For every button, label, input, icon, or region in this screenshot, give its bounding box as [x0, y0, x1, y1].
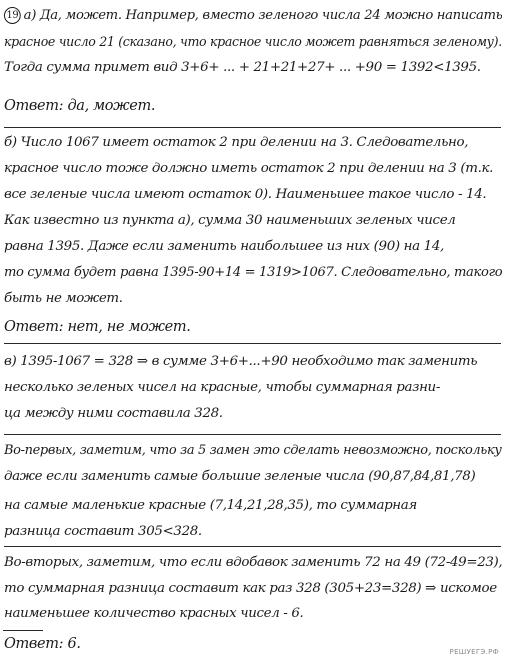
- line-5: б) Число 1067 имеет остаток 2 при делении на 3. Следовательно,: [4, 135, 469, 150]
- line-16: Во-первых, заметим, что за 5 замен это сделать невозможно, поскольку: [4, 443, 502, 458]
- line-15: ца между ними составила 328.: [4, 406, 223, 421]
- line-text: а) Да, может. Например, вместо зеленого числа 24 можно написать: [23, 8, 503, 23]
- line-3: Тогда сумма примет вид 3+6+ ... + 21+21+27+ ... +90 = 1392<1395.: [4, 60, 481, 75]
- line-22: наименьшее количество красных чисел - 6.: [4, 606, 304, 621]
- line-20: Во-вторых, заметим, что если вдобавок заменить 72 на 49 (72-49=23),: [4, 555, 502, 570]
- line-11: быть не может.: [4, 291, 123, 306]
- divider-rule: [4, 434, 501, 435]
- divider-rule: [4, 127, 501, 128]
- line-8: Как известно из пункта а), сумма 30 наименьших зеленых чисел: [4, 213, 456, 228]
- line-17: даже если заменить самые большие зеленые числа (90,87,84,81,78): [4, 469, 476, 484]
- line-10: то сумма будет равна 1395-90+14 = 1319>1067. Следовательно, такого: [4, 265, 503, 280]
- divider-rule: [3, 630, 43, 631]
- divider-rule: [4, 546, 501, 547]
- answer-a: Ответ: да, может.: [4, 98, 156, 114]
- line-13: в) 1395-1067 = 328 ⇒ в сумме 3+6+...+90 необходимо так заменить: [4, 354, 478, 369]
- line-14: несколько зеленых чисел на красные, чтобы суммарная разни-: [4, 380, 440, 395]
- line-1: [4, 6, 502, 26]
- answer-c: Ответ: 6.: [4, 636, 81, 652]
- line-6: красное число тоже должно иметь остаток 2 при делении на 3 (т.к.: [4, 161, 494, 176]
- line-18: на самые маленькие красные (7,14,21,28,35), то суммарная: [4, 498, 417, 513]
- line-2: красное число 21 (сказано, что красное число может равняться зеленому).: [4, 35, 502, 50]
- line-19: разница составит 305<328.: [4, 524, 202, 539]
- answer-b: Ответ: нет, не может.: [4, 319, 191, 335]
- line-9: равна 1395. Даже если заменить наибольшее из них (90) на 14,: [4, 239, 444, 254]
- watermark: РЕШУЕГЭ.РФ: [449, 648, 499, 656]
- problem-number: 19: [4, 7, 21, 24]
- line-7: все зеленые числа имеют остаток 0). Наименьшее такое число - 14.: [4, 187, 487, 202]
- divider-rule: [4, 343, 501, 344]
- line-21: то суммарная разница составит как раз 328 (305+23=328) ⇒ искомое: [4, 581, 497, 596]
